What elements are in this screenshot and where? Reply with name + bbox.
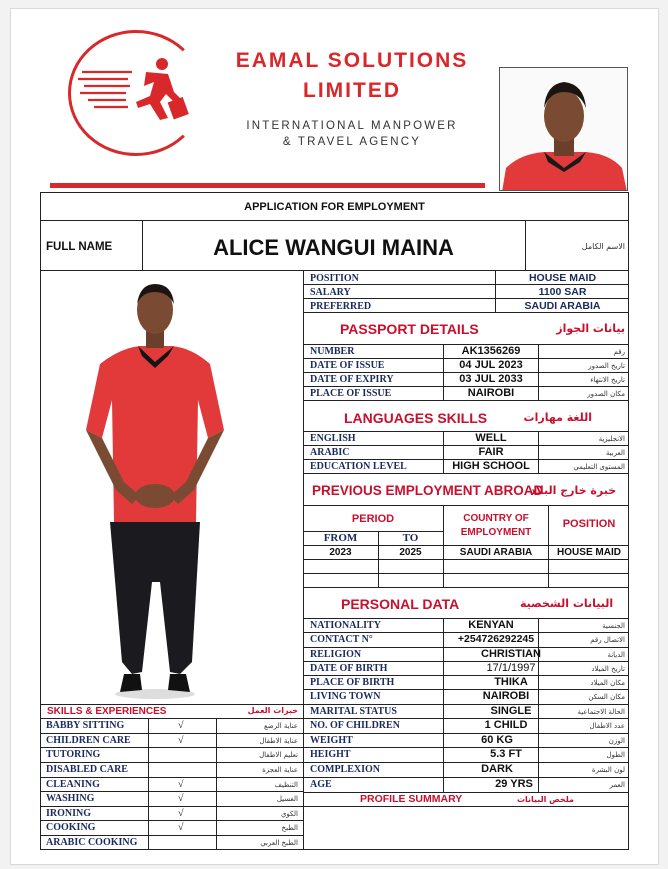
height-label: HEIGHT — [310, 749, 351, 760]
preferred-country-value: SAUDI ARABIA — [524, 300, 601, 312]
skill-cooking-label-ar: الطبخ — [281, 824, 298, 832]
from-header: FROM — [323, 532, 358, 544]
skill-disabled-care-label-ar: عناية العجزة — [262, 766, 298, 774]
age-label: AGE — [310, 779, 332, 790]
issue-date-value: 04 JUL 2023 — [459, 359, 523, 371]
company-name-line1: EAMAL SOLUTIONS — [235, 49, 469, 72]
expiry-date-label: DATE OF EXPIRY — [310, 374, 394, 385]
company-tagline — [212, 118, 492, 150]
period-header: PERIOD — [351, 513, 395, 525]
skill-washing-label: WASHING — [46, 793, 95, 804]
profile-summary-title-ar: ملخص البيانات — [516, 795, 574, 804]
skills-section-title: SKILLS & EXPERIENCES — [47, 706, 167, 717]
living-town-label: LIVING TOWN — [310, 691, 381, 702]
place-of-birth-value: THIKA — [494, 676, 528, 688]
complexion-label-ar: لون البشرة — [591, 766, 625, 774]
contact-number-label-ar: الاتصال رقم — [590, 636, 625, 644]
skill-washing-check: √ — [178, 793, 184, 804]
weight-label: WEIGHT — [310, 735, 353, 746]
issue-date-label-ar: تاريخ الصدور — [588, 362, 625, 370]
nationality-label: NATIONALITY — [310, 620, 381, 631]
place-of-issue-label: PLACE OF ISSUE — [310, 388, 392, 399]
preferred-label: PREFERRED — [310, 301, 372, 312]
place-of-birth-label-ar: مكان الميلاد — [590, 679, 625, 687]
previous-position-header: POSITION — [562, 518, 616, 530]
personal-data-title: PERSONAL DATA — [341, 596, 460, 612]
nationality-value: KENYAN — [468, 619, 514, 631]
skill-tutoring-label: TUTORING — [46, 749, 101, 760]
expiry-date-label-ar: تاريخ الانتهاء — [590, 376, 625, 384]
skill-children-care-check: √ — [178, 735, 184, 746]
skill-baby-sitting-check: √ — [178, 720, 184, 731]
skill-ironing-label-ar: الكوي — [280, 810, 298, 818]
nationality-label-ar: الجنسية — [602, 622, 625, 630]
living-town-value: NAIROBI — [482, 690, 530, 702]
skill-children-care-label-ar: عناية الاطفال — [259, 737, 298, 745]
living-town-label-ar: مكان السكن — [588, 693, 625, 701]
running-traveler-logo-icon — [76, 58, 196, 128]
employment-to-value: 2025 — [399, 547, 422, 558]
company-name — [212, 46, 492, 106]
arabic-label: ARABIC — [310, 447, 350, 458]
issue-date-label: DATE OF ISSUE — [310, 360, 385, 371]
personal-data-title-ar: البيانات الشخصية — [520, 597, 614, 610]
skills-section-title-ar: خبرات العمل — [247, 706, 298, 715]
passport-section-title: PASSPORT DETAILS — [340, 321, 479, 337]
profile-summary-title: PROFILE SUMMARY — [360, 793, 463, 805]
position-label: POSITION — [310, 273, 359, 284]
employment-country-value: SAUDI ARABIA — [459, 547, 533, 558]
passport-photo — [499, 67, 628, 191]
applicant-full-name: ALICE WANGUI MAINA — [213, 235, 454, 260]
skill-tutoring-label-ar: تعليم الاطفال — [259, 751, 298, 759]
place-of-issue-label-ar: مكان الصدور — [587, 390, 625, 398]
children-count-label-ar: عدد الاطفال — [589, 722, 625, 730]
previous-employment-title: PREVIOUS EMPLOYMENT ABROAD — [312, 483, 544, 498]
passport-number-value: AK1356269 — [461, 345, 521, 357]
religion-label: RELIGION — [310, 649, 362, 660]
full-body-photo — [80, 282, 230, 702]
tagline-line1: INTERNATIONAL MANPOWER — [246, 120, 458, 132]
skill-baby-sitting-label: BABBY SITTING — [46, 720, 125, 731]
languages-section-title-ar: اللغة مهارات — [523, 411, 592, 424]
date-of-birth-value: 17/1/1997 — [486, 662, 536, 674]
skill-children-care-label: CHILDREN CARE — [46, 735, 131, 746]
height-label-ar: الطول — [606, 751, 625, 759]
skill-ironing-label: IRONING — [46, 808, 92, 819]
to-header: TO — [402, 532, 419, 544]
religion-label-ar: الديانة — [607, 651, 625, 659]
tagline-line2: & TRAVEL AGENCY — [282, 136, 422, 148]
salary-value: 1100 SAR — [538, 286, 587, 298]
weight-label-ar: الوزن — [608, 737, 625, 745]
country-of-employment-header — [444, 512, 548, 540]
religion-value: CHRISTIAN — [481, 648, 541, 660]
english-label: ENGLISH — [310, 433, 356, 444]
height-value: 5.3 FT — [490, 748, 522, 760]
marital-status-value: SINGLE — [490, 705, 532, 717]
arabic-label-ar: العربية — [605, 449, 625, 457]
education-level-label-ar: المستوى التعليمي — [573, 463, 625, 471]
previous-employment-title-ar: خبرة خارج البلاد — [530, 484, 617, 497]
employment-from-value: 2023 — [329, 547, 352, 558]
children-count-value: 1 CHILD — [484, 719, 528, 731]
full-name-label-ar: الاسم الكامل — [581, 242, 625, 251]
employment-position-value: HOUSE MAID — [557, 547, 621, 558]
header-accent-bar — [50, 183, 485, 188]
skill-disabled-care-label: DISABLED CARE — [46, 764, 128, 775]
languages-section-title: LANGUAGES SKILLS — [344, 410, 488, 426]
position-value: HOUSE MAID — [528, 272, 597, 284]
headshot-image — [500, 68, 628, 191]
place-of-issue-value: NAIROBI — [467, 387, 515, 399]
english-level-value: WELL — [475, 432, 507, 444]
contact-number-value: +254726292245 — [457, 633, 535, 645]
education-level-value: HIGH SCHOOL — [452, 460, 530, 472]
date-of-birth-label: DATE OF BIRTH — [310, 663, 388, 674]
skill-ironing-check: √ — [178, 808, 184, 819]
complexion-label: COMPLEXION — [310, 764, 380, 775]
expiry-date-value: 03 JUL 2033 — [459, 373, 523, 385]
complexion-value: DARK — [481, 763, 513, 775]
marital-status-label-ar: الحالة الاجتماعية — [577, 708, 625, 716]
age-value: 29 YRS — [495, 778, 533, 790]
education-level-label: EDUCATION LEVEL — [310, 461, 407, 472]
company-name-line2: LIMITED — [303, 79, 401, 102]
skill-baby-sitting-label-ar: عناية الرضع — [264, 722, 298, 730]
form-title: APPLICATION FOR EMPLOYMENT — [244, 201, 425, 213]
salary-label: SALARY — [310, 287, 351, 298]
passport-number-label-ar: رقم — [613, 348, 625, 356]
contact-number-label: CONTACT N° — [310, 634, 373, 645]
skill-cooking-check: √ — [178, 822, 184, 833]
skill-arabic-cooking-label-ar: الطبخ العربي — [260, 839, 298, 847]
age-label-ar: العمر — [609, 781, 625, 789]
skill-cleaning-check: √ — [178, 779, 184, 790]
english-label-ar: الانجليزية — [598, 435, 625, 443]
place-of-birth-label: PLACE OF BIRTH — [310, 677, 395, 688]
skill-washing-label-ar: الغسيل — [276, 795, 298, 803]
skill-arabic-cooking-label: ARABIC COOKING — [46, 837, 138, 848]
country-header-line1: COUNTRY OF — [463, 513, 529, 524]
arabic-level-value: FAIR — [478, 446, 504, 458]
full-name-label: FULL NAME — [46, 241, 113, 253]
date-of-birth-label-ar: تاريخ الميلاد — [591, 665, 625, 673]
children-count-label: NO. OF CHILDREN — [310, 720, 400, 731]
passport-number-label: NUMBER — [310, 346, 355, 357]
weight-value: 60 KG — [481, 734, 513, 746]
country-header-line2: EMPLOYMENT — [460, 527, 532, 538]
marital-status-label: MARITAL STATUS — [310, 706, 397, 717]
skill-cleaning-label: CLEANING — [46, 779, 100, 790]
skill-cleaning-label-ar: التنظيف — [274, 781, 298, 789]
passport-section-title-ar: بيانات الجواز — [556, 322, 625, 335]
skill-cooking-label: COOKING — [46, 822, 96, 833]
